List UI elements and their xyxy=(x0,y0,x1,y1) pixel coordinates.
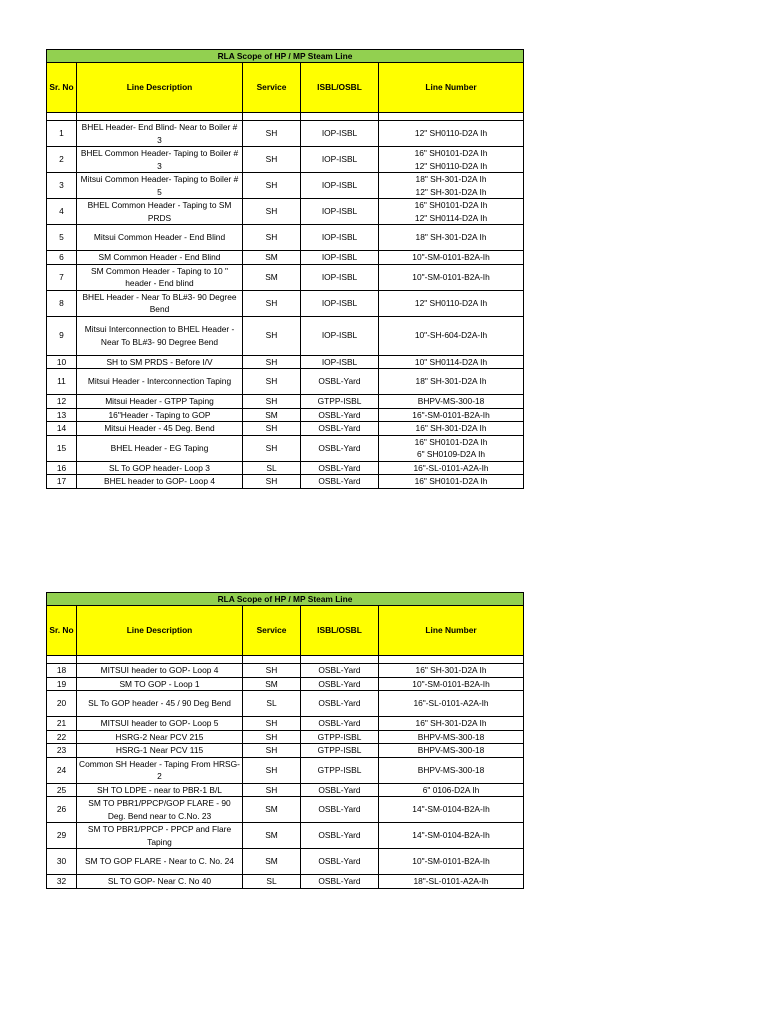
cell-service: SM xyxy=(243,823,301,849)
spacer-row xyxy=(47,656,524,664)
cell-line-description: BHEL Header - EG Taping xyxy=(77,435,243,461)
cell-line-description: HSRG-2 Near PCV 215 xyxy=(77,730,243,744)
cell-sr-no: 30 xyxy=(47,849,77,875)
cell-service: SH xyxy=(243,783,301,797)
table-row xyxy=(47,664,524,678)
table-row xyxy=(47,435,524,461)
table-row xyxy=(47,121,524,147)
cell-line-number: 6" 0106-D2A Ih xyxy=(379,783,524,797)
cell-line-number: 16"-SM-0101-B2A-Ih xyxy=(379,408,524,422)
header-line-description: Line Description xyxy=(77,63,243,113)
cell-line-number: BHPV-MS-300-18 xyxy=(379,730,524,744)
cell-sr-no: 17 xyxy=(47,475,77,489)
cell-isbl-osbl: GTPP-ISBL xyxy=(301,395,379,409)
cell-sr-no: 25 xyxy=(47,783,77,797)
cell-isbl-osbl: OSBL-Yard xyxy=(301,475,379,489)
cell-line-number: BHPV-MS-300-18 xyxy=(379,744,524,758)
cell-sr-no: 3 xyxy=(47,173,77,199)
cell-line-number: 16" SH0101-D2A Ih 12" SH0114-D2A Ih xyxy=(379,199,524,225)
cell-line-number: 16" SH0101-D2A Ih 12" SH0110-D2A Ih xyxy=(379,147,524,173)
header-line-number: Line Number xyxy=(379,63,524,113)
steam-line-table-1 xyxy=(46,49,523,489)
table-row xyxy=(47,408,524,422)
cell-line-description: BHEL Header- End Blind- Near to Boiler # 3 xyxy=(77,121,243,147)
header-row xyxy=(47,63,524,113)
header-service: Service xyxy=(243,606,301,656)
cell-line-number: 18" SH-301-D2A Ih 12" SH-301-D2A Ih xyxy=(379,173,524,199)
cell-line-number: BHPV-MS-300-18 xyxy=(379,395,524,409)
cell-line-number: 10"-SM-0101-B2A-Ih xyxy=(379,849,524,875)
cell-isbl-osbl: OSBL-Yard xyxy=(301,677,379,691)
cell-line-description: SM TO PBR1/PPCP/GOP FLARE - 90 Deg. Bend near to C.No. 23 xyxy=(77,797,243,823)
cell-line-number: 10"-SM-0101-B2A-Ih xyxy=(379,251,524,265)
cell-line-number: 14"-SM-0104-B2A-Ih xyxy=(379,823,524,849)
cell-line-number: 16"-SL-0101-A2A-Ih xyxy=(379,691,524,717)
header-row xyxy=(47,606,524,656)
cell-isbl-osbl: GTPP-ISBL xyxy=(301,730,379,744)
cell-isbl-osbl: GTPP-ISBL xyxy=(301,744,379,758)
cell-service: SH xyxy=(243,225,301,251)
cell-sr-no: 14 xyxy=(47,422,77,436)
cell-service: SH xyxy=(243,757,301,783)
cell-service: SH xyxy=(243,147,301,173)
cell-service: SL xyxy=(243,875,301,889)
cell-service: SH xyxy=(243,173,301,199)
cell-line-number: 12" SH0110-D2A Ih xyxy=(379,290,524,316)
cell-line-description: BHEL Header - Near To BL#3- 90 Degree Bend xyxy=(77,290,243,316)
header-line-description: Line Description xyxy=(77,606,243,656)
table-title: RLA Scope of HP / MP Steam Line xyxy=(47,593,524,606)
cell-isbl-osbl: IOP-ISBL xyxy=(301,147,379,173)
cell-line-description: 16"Header - Taping to GOP xyxy=(77,408,243,422)
table-row xyxy=(47,730,524,744)
cell-line-description: BHEL header to GOP- Loop 4 xyxy=(77,475,243,489)
cell-service: SH xyxy=(243,475,301,489)
table-row xyxy=(47,461,524,475)
cell-line-description: BHEL Common Header- Taping to Boiler # 3 xyxy=(77,147,243,173)
cell-line-number: 10" SH0114-D2A Ih xyxy=(379,355,524,369)
cell-isbl-osbl: GTPP-ISBL xyxy=(301,757,379,783)
steam-line-table-2 xyxy=(46,592,523,889)
cell-isbl-osbl: OSBL-Yard xyxy=(301,422,379,436)
cell-line-description: SM TO PBR1/PPCP - PPCP and Flare Taping xyxy=(77,823,243,849)
cell-line-description: Mitsui Header - GTPP Taping xyxy=(77,395,243,409)
header-isbl-osbl: ISBL/OSBL xyxy=(301,606,379,656)
table-row xyxy=(47,395,524,409)
cell-isbl-osbl: OSBL-Yard xyxy=(301,369,379,395)
cell-isbl-osbl: OSBL-Yard xyxy=(301,849,379,875)
table-row xyxy=(47,355,524,369)
cell-isbl-osbl: OSBL-Yard xyxy=(301,875,379,889)
cell-service: SH xyxy=(243,744,301,758)
cell-sr-no: 22 xyxy=(47,730,77,744)
table-title-row xyxy=(47,593,524,606)
cell-line-description: HSRG-1 Near PCV 115 xyxy=(77,744,243,758)
cell-isbl-osbl: OSBL-Yard xyxy=(301,691,379,717)
cell-service: SH xyxy=(243,355,301,369)
cell-line-number: 18" SH-301-D2A Ih xyxy=(379,225,524,251)
table-row xyxy=(47,823,524,849)
cell-sr-no: 12 xyxy=(47,395,77,409)
cell-sr-no: 7 xyxy=(47,264,77,290)
cell-isbl-osbl: OSBL-Yard xyxy=(301,797,379,823)
cell-sr-no: 24 xyxy=(47,757,77,783)
cell-isbl-osbl: IOP-ISBL xyxy=(301,290,379,316)
cell-service: SM xyxy=(243,797,301,823)
cell-sr-no: 32 xyxy=(47,875,77,889)
cell-line-description: MITSUI header to GOP- Loop 4 xyxy=(77,664,243,678)
cell-sr-no: 26 xyxy=(47,797,77,823)
cell-line-description: MITSUI header to GOP- Loop 5 xyxy=(77,717,243,731)
table-row xyxy=(47,290,524,316)
cell-sr-no: 6 xyxy=(47,251,77,265)
cell-line-number: 16" SH0101-D2A Ih 6" SH0109-D2A Ih xyxy=(379,435,524,461)
cell-sr-no: 5 xyxy=(47,225,77,251)
cell-isbl-osbl: OSBL-Yard xyxy=(301,717,379,731)
cell-line-number: 16" SH0101-D2A Ih xyxy=(379,475,524,489)
cell-service: SH xyxy=(243,369,301,395)
cell-sr-no: 11 xyxy=(47,369,77,395)
table-row xyxy=(47,783,524,797)
cell-line-description: SM Common Header - Taping to 10 " header - End blind xyxy=(77,264,243,290)
cell-line-description: SH TO LDPE - near to PBR-1 B/L xyxy=(77,783,243,797)
cell-service: SH xyxy=(243,290,301,316)
cell-sr-no: 20 xyxy=(47,691,77,717)
cell-sr-no: 8 xyxy=(47,290,77,316)
cell-isbl-osbl: IOP-ISBL xyxy=(301,316,379,355)
cell-line-description: Common SH Header - Taping From HRSG-2 xyxy=(77,757,243,783)
cell-isbl-osbl: IOP-ISBL xyxy=(301,251,379,265)
table-title-row xyxy=(47,50,524,63)
cell-line-number: 10"-SH-604-D2A-Ih xyxy=(379,316,524,355)
table-row xyxy=(47,316,524,355)
cell-sr-no: 23 xyxy=(47,744,77,758)
cell-line-number: 16" SH-301-D2A Ih xyxy=(379,664,524,678)
header-line-number: Line Number xyxy=(379,606,524,656)
table-row xyxy=(47,264,524,290)
cell-sr-no: 16 xyxy=(47,461,77,475)
data-table xyxy=(46,49,524,489)
cell-service: SH xyxy=(243,717,301,731)
cell-sr-no: 4 xyxy=(47,199,77,225)
cell-service: SH xyxy=(243,199,301,225)
table-row xyxy=(47,475,524,489)
table-row xyxy=(47,849,524,875)
cell-line-description: Mitsui Header - Interconnection Taping xyxy=(77,369,243,395)
cell-isbl-osbl: IOP-ISBL xyxy=(301,199,379,225)
cell-service: SH xyxy=(243,435,301,461)
cell-isbl-osbl: OSBL-Yard xyxy=(301,435,379,461)
cell-line-number: 12" SH0110-D2A Ih xyxy=(379,121,524,147)
table-title: RLA Scope of HP / MP Steam Line xyxy=(47,50,524,63)
cell-sr-no: 10 xyxy=(47,355,77,369)
table-row xyxy=(47,677,524,691)
cell-sr-no: 29 xyxy=(47,823,77,849)
header-sr-no: Sr. No xyxy=(47,63,77,113)
cell-sr-no: 18 xyxy=(47,664,77,678)
table-row xyxy=(47,422,524,436)
cell-service: SH xyxy=(243,664,301,678)
cell-service: SL xyxy=(243,691,301,717)
table-row xyxy=(47,199,524,225)
cell-service: SH xyxy=(243,395,301,409)
table-row xyxy=(47,757,524,783)
cell-service: SH xyxy=(243,422,301,436)
cell-service: SH xyxy=(243,730,301,744)
cell-isbl-osbl: IOP-ISBL xyxy=(301,355,379,369)
table-row xyxy=(47,369,524,395)
header-isbl-osbl: ISBL/OSBL xyxy=(301,63,379,113)
spacer-row xyxy=(47,113,524,121)
table-row xyxy=(47,717,524,731)
cell-line-description: SL To GOP header - 45 / 90 Deg Bend xyxy=(77,691,243,717)
cell-isbl-osbl: OSBL-Yard xyxy=(301,783,379,797)
cell-isbl-osbl: OSBL-Yard xyxy=(301,461,379,475)
cell-sr-no: 15 xyxy=(47,435,77,461)
cell-line-description: SM TO GOP FLARE - Near to C. No. 24 xyxy=(77,849,243,875)
cell-service: SM xyxy=(243,408,301,422)
cell-isbl-osbl: IOP-ISBL xyxy=(301,264,379,290)
cell-service: SM xyxy=(243,677,301,691)
cell-line-description: Mitsui Interconnection to BHEL Header - Near To BL#3- 90 Degree Bend xyxy=(77,316,243,355)
cell-isbl-osbl: IOP-ISBL xyxy=(301,173,379,199)
cell-sr-no: 9 xyxy=(47,316,77,355)
cell-line-description: SM TO GOP - Loop 1 xyxy=(77,677,243,691)
cell-line-number: BHPV-MS-300-18 xyxy=(379,757,524,783)
cell-service: SM xyxy=(243,849,301,875)
cell-line-description: Mitsui Header - 45 Deg. Bend xyxy=(77,422,243,436)
cell-isbl-osbl: OSBL-Yard xyxy=(301,664,379,678)
cell-line-description: SL To GOP header- Loop 3 xyxy=(77,461,243,475)
table-row xyxy=(47,173,524,199)
cell-sr-no: 1 xyxy=(47,121,77,147)
cell-service: SM xyxy=(243,251,301,265)
table-row xyxy=(47,251,524,265)
cell-line-number: 18" SH-301-D2A Ih xyxy=(379,369,524,395)
cell-line-description: SL TO GOP- Near C. No 40 xyxy=(77,875,243,889)
cell-line-description: SH to SM PRDS - Before I/V xyxy=(77,355,243,369)
table-row xyxy=(47,147,524,173)
cell-sr-no: 2 xyxy=(47,147,77,173)
header-sr-no: Sr. No xyxy=(47,606,77,656)
cell-service: SL xyxy=(243,461,301,475)
cell-line-description: SM Common Header - End Blind xyxy=(77,251,243,265)
cell-isbl-osbl: IOP-ISBL xyxy=(301,225,379,251)
cell-line-number: 18"-SL-0101-A2A-Ih xyxy=(379,875,524,889)
cell-service: SM xyxy=(243,264,301,290)
cell-service: SH xyxy=(243,316,301,355)
cell-line-description: Mitsui Common Header- Taping to Boiler # 5 xyxy=(77,173,243,199)
cell-line-number: 16" SH-301-D2A Ih xyxy=(379,422,524,436)
cell-line-number: 10"-SM-0101-B2A-Ih xyxy=(379,264,524,290)
table-row xyxy=(47,875,524,889)
header-service: Service xyxy=(243,63,301,113)
cell-sr-no: 19 xyxy=(47,677,77,691)
cell-line-number: 16" SH-301-D2A Ih xyxy=(379,717,524,731)
cell-isbl-osbl: OSBL-Yard xyxy=(301,408,379,422)
data-table xyxy=(46,592,524,889)
cell-line-number: 14"-SM-0104-B2A-Ih xyxy=(379,797,524,823)
table-row xyxy=(47,744,524,758)
cell-service: SH xyxy=(243,121,301,147)
cell-line-description: BHEL Common Header - Taping to SM PRDS xyxy=(77,199,243,225)
cell-line-number: 16"-SL-0101-A2A-Ih xyxy=(379,461,524,475)
cell-line-description: Mitsui Common Header - End Blind xyxy=(77,225,243,251)
cell-sr-no: 21 xyxy=(47,717,77,731)
cell-line-number: 10"-SM-0101-B2A-Ih xyxy=(379,677,524,691)
cell-sr-no: 13 xyxy=(47,408,77,422)
table-row xyxy=(47,691,524,717)
table-row xyxy=(47,797,524,823)
table-row xyxy=(47,225,524,251)
cell-isbl-osbl: IOP-ISBL xyxy=(301,121,379,147)
cell-isbl-osbl: OSBL-Yard xyxy=(301,823,379,849)
